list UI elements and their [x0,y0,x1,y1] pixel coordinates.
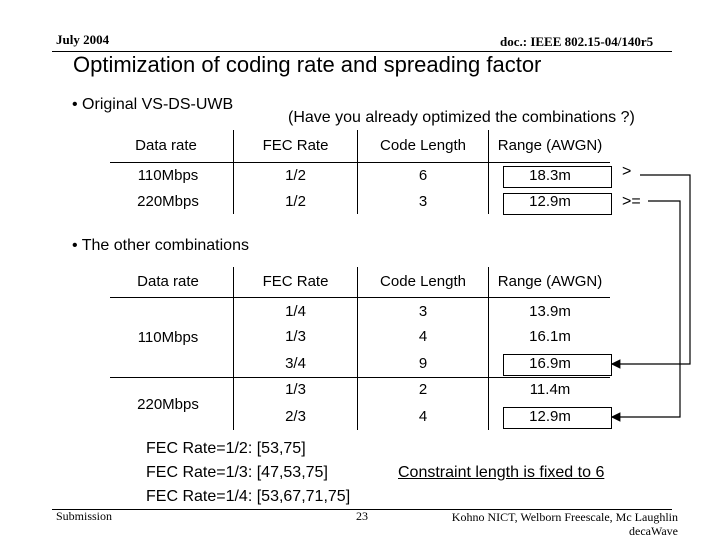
page-title: Optimization of coding rate and spreading factor [73,52,542,77]
column-header-code-length: Code Length [380,273,466,290]
column-header-data-rate: Data rate [137,273,199,290]
table-cell: 1/2 [285,167,306,184]
table-cell: 3/4 [285,355,306,372]
footer-authors-line2: decaWave [629,524,678,538]
table-cell: 1/2 [285,193,306,210]
question-text: (Have you already optimized the combinations ?) [288,109,635,126]
table-cell: 9 [418,355,428,372]
footer-submission: Submission [56,509,113,523]
table-cell: 1/3 [285,381,306,398]
group-label-220mbps: 220Mbps [137,396,199,413]
column-header-fec-rate: FEC Rate [262,137,329,154]
table-cell: 1/4 [285,303,306,320]
table-cell: 13.9m [529,303,571,320]
arrow-to-16.9m [612,175,690,364]
fec-line-1: FEC Rate=1/2: [53,75] [146,440,306,457]
table-cell: 2/3 [285,408,306,425]
footer-page-number: 23 [356,509,368,523]
table-cell: 18.3m [529,167,571,184]
fec-line-3: FEC Rate=1/4: [53,67,71,75] [146,488,351,505]
column-header-range: Range (AWGN) [497,137,603,154]
fec-line-2: FEC Rate=1/3: [47,53,75] [146,464,328,481]
header-date: July 2004 [56,32,110,47]
table-cell: 16.1m [529,328,571,345]
table-cell: 11.4m [529,381,571,398]
table-cell: 6 [418,167,428,184]
table-cell: 110Mbps [137,167,199,184]
bullet-other: • The other combinations [72,237,249,254]
table-cell: 4 [418,328,428,345]
column-header-code-length: Code Length [380,137,466,154]
column-header-range: Range (AWGN) [497,273,603,290]
table-cell: 3 [418,193,428,210]
arrow-to-12.9m [612,201,680,417]
table-cell: 16.9m [529,355,571,372]
table-cell: 12.9m [529,193,571,210]
table-cell: 4 [418,408,428,425]
table-cell: 3 [418,303,428,320]
footer-authors: Kohno NICT, Welborn Freescale, Mc Laughlin [451,510,678,524]
constraint-note: Constraint length is fixed to 6 [398,464,605,481]
group-label-110mbps: 110Mbps [137,329,199,346]
comparison-greater: > [622,163,632,180]
table-cell: 220Mbps [137,193,199,210]
column-header-data-rate: Data rate [135,137,197,154]
table-cell: 1/3 [285,328,306,345]
comparison-greater-equal: >= [622,193,641,210]
bullet-original: • Original VS-DS-UWB [72,96,234,113]
header-doc-id: doc.: IEEE 802.15-04/140r5 [500,34,654,49]
table-cell: 12.9m [529,408,571,425]
column-header-fec-rate: FEC Rate [262,273,329,290]
table-cell: 2 [418,381,428,398]
